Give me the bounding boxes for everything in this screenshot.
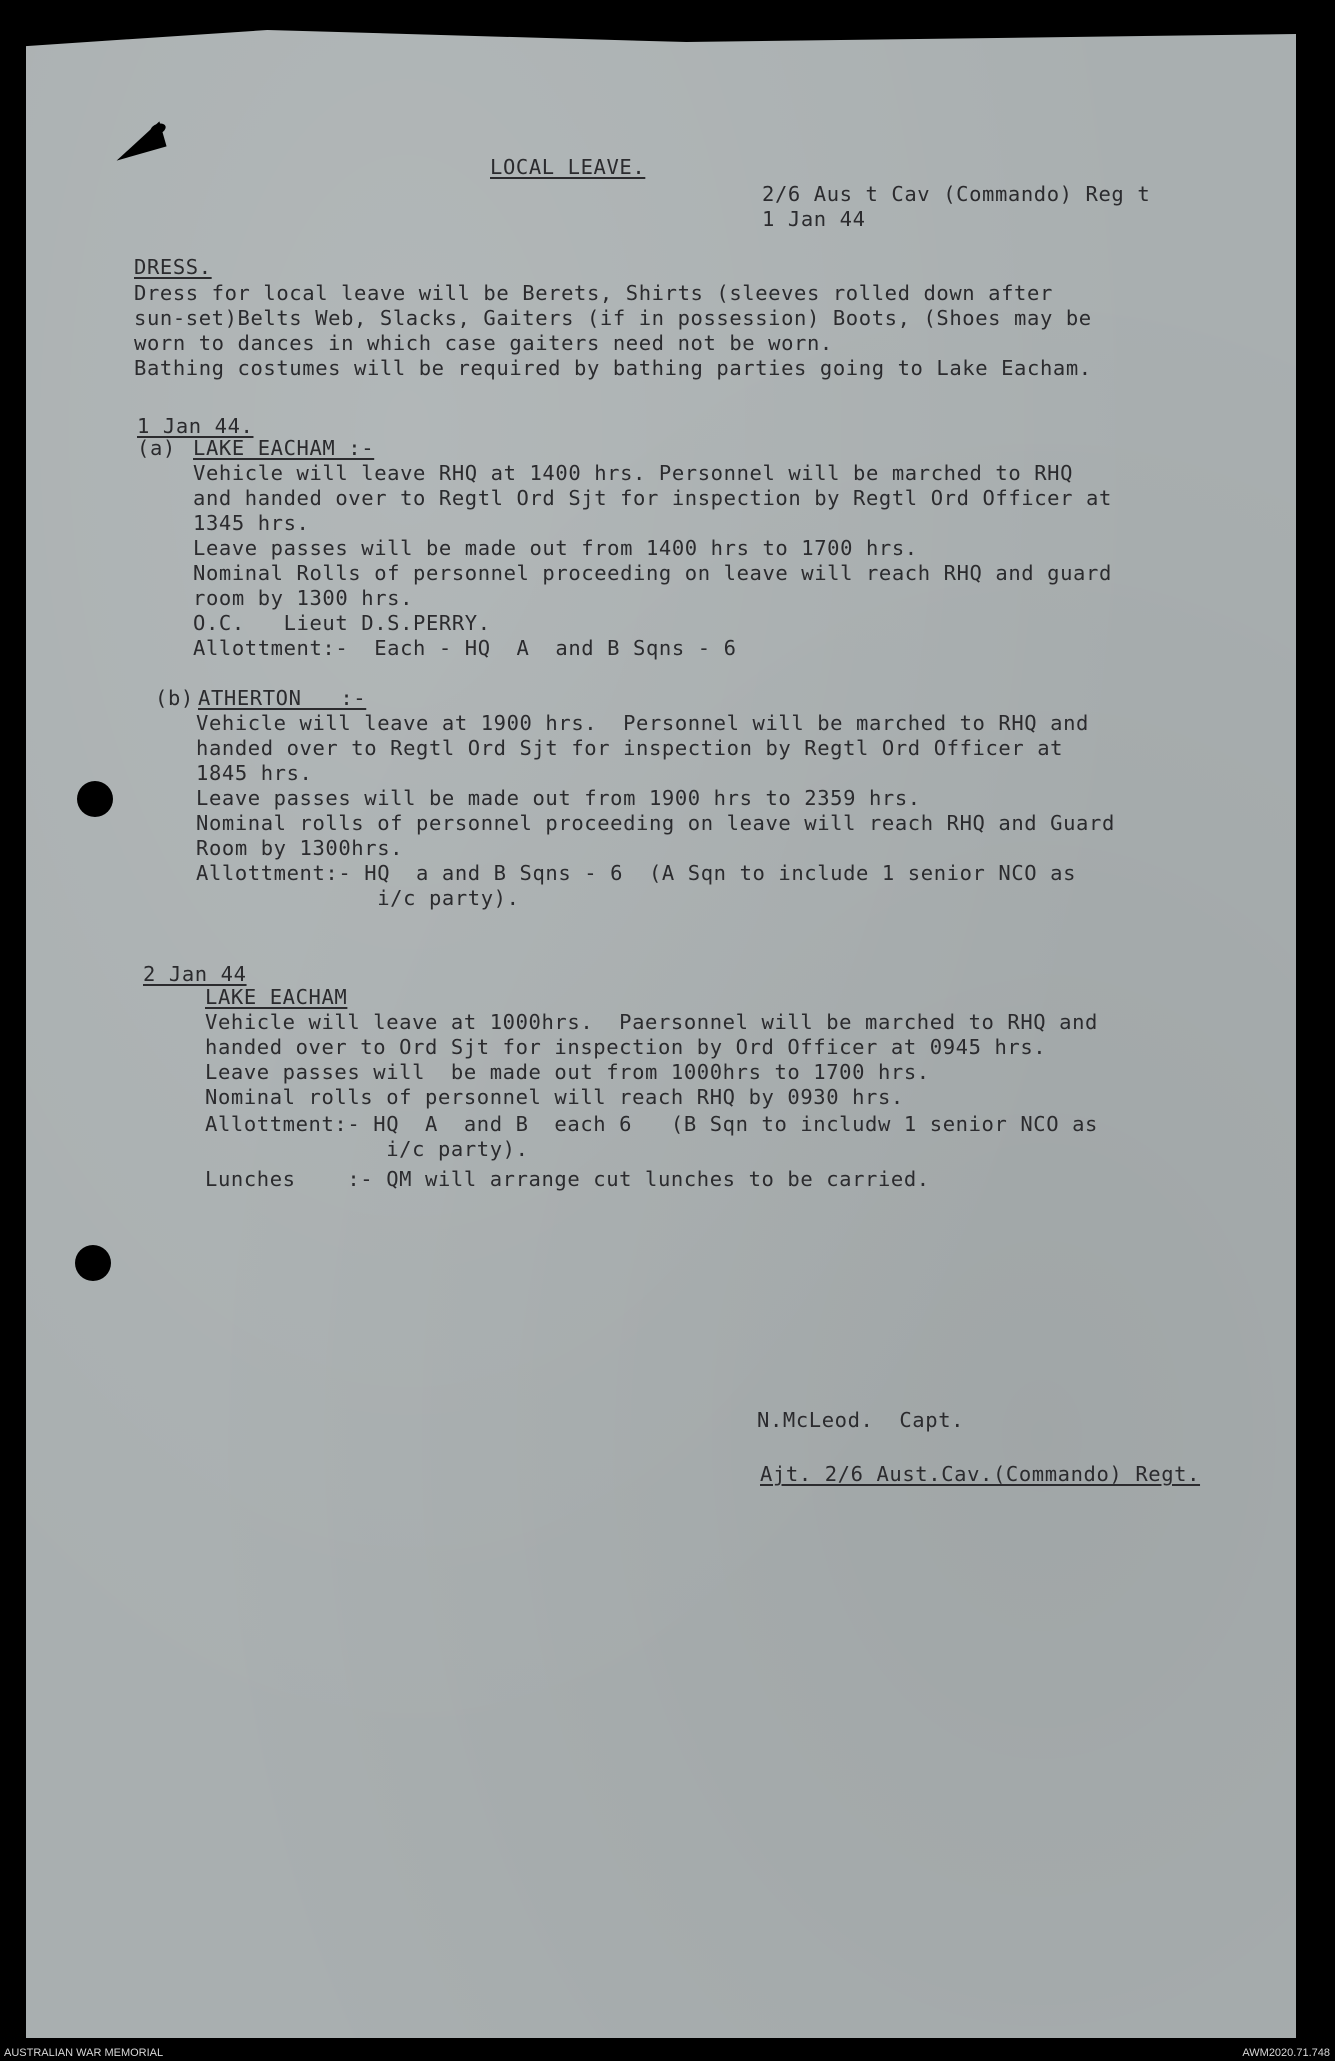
day1-b-line: Leave passes will be made out from 1900 hrs to 2359 hrs. — [196, 786, 921, 810]
day1-a-line: Vehicle will leave RHQ at 1400 hrs. Personnel will be marched to RHQ — [193, 461, 1074, 485]
day2-line: Leave passes will be made out from 1000hrs to 1700 hrs. — [205, 1060, 930, 1084]
signature-name: N.McLeod. Capt. — [757, 1408, 965, 1432]
day2-line: Lunches :- QM will arrange cut lunches to be carried. — [205, 1167, 930, 1191]
day1-b-label: (b) — [155, 686, 194, 710]
document-title: LOCAL LEAVE. — [490, 155, 646, 179]
document-date: 1 Jan 44 — [762, 207, 866, 231]
dress-line: worn to dances in which case gaiters need not be worn. — [134, 331, 833, 355]
day1-a-line: Leave passes will be made out from 1400 hrs to 1700 hrs. — [193, 536, 918, 560]
day2-line: Vehicle will leave at 1000hrs. Paersonnel will be marched to RHQ and — [205, 1010, 1099, 1034]
day1-b-line: 1845 hrs. — [196, 761, 313, 785]
footer-accession-number: AWM2020.71.748 — [1242, 2047, 1330, 2059]
day1-b-line: Vehicle will leave at 1900 hrs. Personnel will be marched to RHQ and — [196, 711, 1090, 735]
day1-b-line: i/c party). — [196, 886, 520, 910]
day1-a-line: Allottment:- Each - HQ A and B Sqns - 6 — [193, 636, 737, 660]
day1-b-line: handed over to Regtl Ord Sjt for inspection by Regtl Ord Officer at — [196, 736, 1064, 760]
day1-b-line: Allottment:- HQ a and B Sqns - 6 (A Sqn to include 1 senior NCO as — [196, 861, 1077, 885]
day2-line: handed over to Ord Sjt for inspection by Ord Officer at 0945 hrs. — [205, 1035, 1047, 1059]
day2-line: Allottment:- HQ A and B each 6 (B Sqn to includw 1 senior NCO as — [205, 1112, 1099, 1136]
day1-b-heading: ATHERTON :- — [198, 686, 367, 710]
day1-b-line: Room by 1300hrs. — [196, 836, 404, 860]
day1-a-heading: LAKE EACHAM :- — [193, 436, 375, 460]
dress-line: sun-set)Belts Web, Slacks, Gaiters (if in possession) Boots, (Shoes may be — [134, 306, 1092, 330]
day1-a-line: 1345 hrs. — [193, 511, 310, 535]
day2-line: Nominal rolls of personnel will reach RHQ by 0930 hrs. — [205, 1085, 904, 1109]
dress-line: Dress for local leave will be Berets, Shirts (sleeves rolled down after — [134, 281, 1053, 305]
signature-title: Ajt. 2/6 Aust.Cav.(Commando) Regt. — [760, 1462, 1201, 1486]
unit-name: 2/6 Aus t Cav (Commando) Reg t — [762, 182, 1151, 206]
day1-a-label: (a) — [137, 436, 176, 460]
archive-footer — [0, 2046, 1335, 2061]
day1-b-line: Nominal rolls of personnel proceeding on leave will reach RHQ and Guard — [196, 811, 1115, 835]
day1-a-line: and handed over to Regtl Ord Sjt for inspection by Regtl Ord Officer at — [193, 486, 1112, 510]
day2-subheading: LAKE EACHAM — [205, 985, 348, 1009]
day1-a-line: room by 1300 hrs. — [193, 586, 414, 610]
day2-line: i/c party). — [205, 1137, 529, 1161]
dress-line: Bathing costumes will be required by bathing parties going to Lake Eacham. — [134, 356, 1092, 380]
dress-heading: DRESS. — [134, 255, 212, 279]
footer-institution: AUSTRALIAN WAR MEMORIAL — [4, 2047, 164, 2059]
day1-a-line: O.C. Lieut D.S.PERRY. — [193, 611, 491, 635]
day1-a-line: Nominal Rolls of personnel proceeding on leave will reach RHQ and guard — [193, 561, 1112, 585]
day2-heading: 2 Jan 44 — [143, 962, 247, 986]
day1-heading: 1 Jan 44. — [137, 414, 254, 438]
